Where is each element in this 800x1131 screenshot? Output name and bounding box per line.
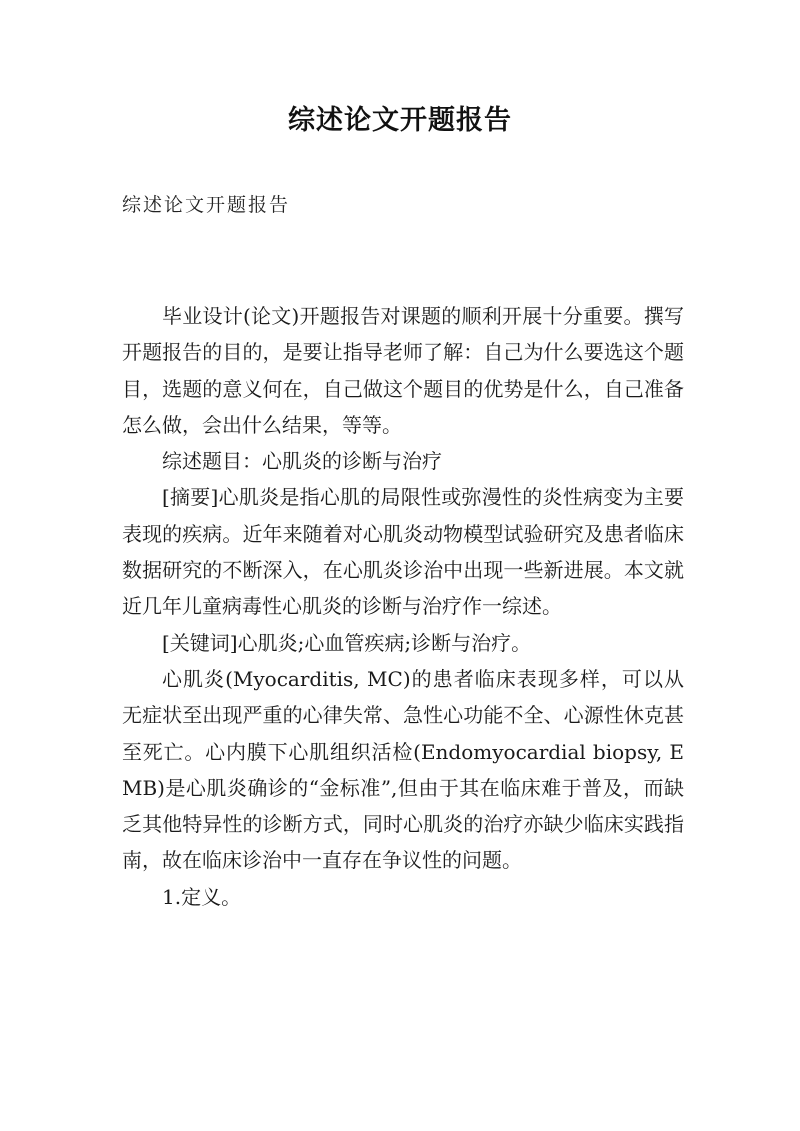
paragraph-abstract: [摘要]心肌炎是指心肌的局限性或弥漫性的炎性病变为主要表现的疾病。近年来随着对心肌炎动物模型试验研究及患者临床数据研究的不断深入，在心肌炎诊治中出现一些新进展。本文就近几年儿童病毒性心肌炎的诊断与治疗作一综述。 [122, 485, 684, 619]
paragraph-intro: 毕业设计(论文)开题报告对课题的顺利开展十分重要。撰写开题报告的目的，是要让指导老师了解：自己为什么要选这个题目，选题的意义何在，自己做这个题目的优势是什么，自己准备怎么做，会出什么结果，等等。 [122, 304, 684, 437]
paragraph-myocarditis: 心肌炎(Myocarditis, MC)的患者临床表现多样，可以从无症状至出现严重的心律失常、急性心功能不全、心源性休克甚至死亡。心内膜下心肌组织活检(Endomyocardial biopsy, EMB)是心肌炎确诊的“金标准”,但由于其在临床难于普及，而缺乏其他特异性的诊断方式，同时心肌炎的治疗亦缺少临床实践指南，故在临床诊治中一直存在争议性的问题。 [122, 666, 684, 873]
document-title: 综述论文开题报告 [288, 105, 512, 136]
paragraph-keywords: [关键词]心肌炎;心血管疾病;诊断与治疗。 [162, 630, 532, 655]
paragraph-definition-heading: 1.定义。 [162, 884, 242, 909]
document-subtitle: 综述论文开题报告 [122, 194, 291, 216]
document-body [122, 298, 684, 915]
paragraph-topic: 综述题目：心肌炎的诊断与治疗 [162, 449, 442, 474]
